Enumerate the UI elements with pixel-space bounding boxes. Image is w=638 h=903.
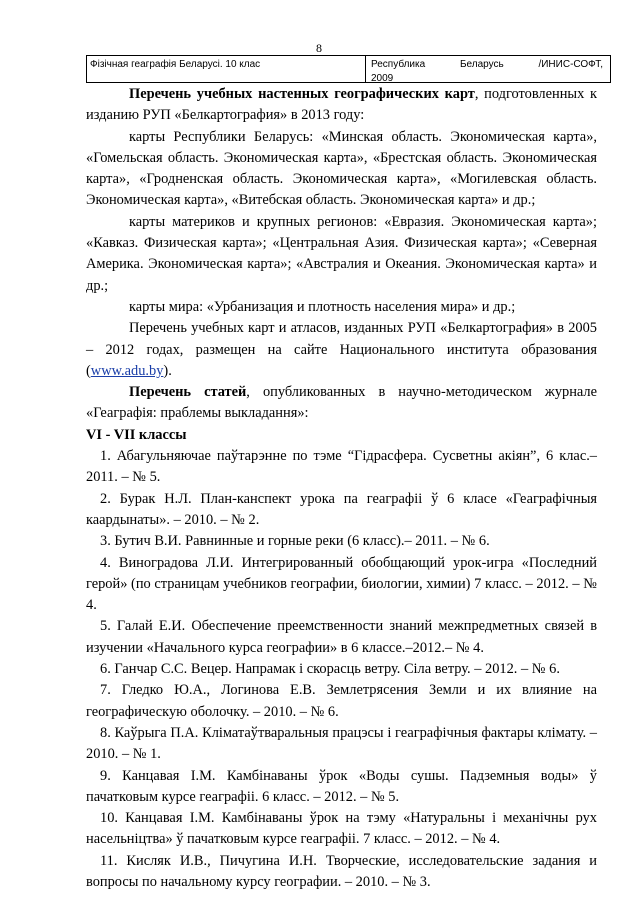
article-item: 10. Канцавая І.М. Камбінаваны ўрок на тэму «Натуральны і механічны рух насельніцтва» ў пачатковым курсе геаграфіі. 7 класс. – 2012. – № 4. [86,810,597,848]
header-course-title: Фізічная геаграфія Беларусі. 10 клас [90,59,261,70]
header-publisher-word: Беларусь [459,59,504,70]
article-item: 2. Бурак Н.Л. План-канспект урока па геаграфіі ў 6 класе «Геаграфічныя каардынаты». – 2010. – № 2. [86,490,597,528]
header-publisher-word: /ИНИС-СОФТ, [538,59,603,70]
maps-continents: карты материков и крупных регионов: «Евразия. Экономическая карта»; «Кавказ. Физическая карта»; «Центральная Азия. Физическая карта»; «Северная Америка. Экономическая карта»; «Австралия и Океания. Экономическая карта» и др.; [86,213,597,294]
article-item: 3. Бутич В.И. Равнинные и горные реки (6 класс).– 2011. – № 6. [100,533,490,550]
articles-heading-a: Перечень [129,384,192,401]
maps-belarus: карты Республики Беларусь: «Минская область. Экономическая карта», «Гомельская область. Экономическая карта», «Брестская область. Экономическая карта», «Гродненская область. Экономическая карта», «Могилевская область. Экономическая карта», «Витебская область. Экономическая карта» и др.; [86,128,597,209]
articles-heading-rest: , опубликованных в научно-методическом журнале «Геаграфія: праблемы выкладання»: [86,384,597,422]
maps-list-text-end: ). [163,362,172,379]
maps-world: карты мира: «Урбанизация и плотность населения мира» и др.; [129,298,516,315]
header-publisher [371,58,603,86]
maps-heading: Перечень учебных настенных географических карт [129,86,475,102]
adu-link[interactable]: www.adu.by [90,362,164,379]
maps-heading-rest: , подготовленных к изданию РУП «Белкартография» в 2013 году: [86,86,597,124]
running-header [86,55,611,83]
page-number: 8 [316,41,322,55]
article-item: 1. Абагульняючае паўтарэнне по тэме “Гідрасфера. Сусветны акіян”, 6 клас.– 2011. – № 5. [86,448,597,486]
header-year: 2009 [371,73,394,84]
header-divider [365,56,366,82]
article-item: 6. Ганчар С.С. Вецер. Напрамак і скорасць ветру. Сіла ветру. – 2012. – № 6. [100,661,560,678]
article-item: 9. Канцавая І.М. Камбінаваны ўрок «Воды сушы. Падземныя воды» ў пачатковым курсе геаграфіі. 6 класс. – 2012. – № 5. [86,767,597,805]
article-item: 4. Виноградова Л.И. Интегрированный обобщающий урок-игра «Последний герой» (по страницам учебников географии, биологии, химии) 7 класс. – 2012. – № 4. [86,554,597,614]
article-item: 5. Галай Е.И. Обеспечение преемственности знаний межпредметных связей в изучении «Начального курса географии» в 6 классе.–2012.– № 4. [86,618,597,656]
article-item: 8. Каўрыга П.А. Кліматаўтваральныя працэсы і геаграфічныя фактары клімату. – 2010. – № 1. [86,724,597,763]
header-publisher-word: Республика [371,59,426,70]
article-item: 11. Кисляк И.В., Пичугина И.Н. Творческие, исследовательские задания и вопросы по начальному курсу географии. – 2010. – № 3. [86,852,597,890]
section-heading: VI - VII классы [86,426,187,443]
articles-intro [86,382,597,425]
article-item: 7. Гледко Ю.А., Логинова Е.В. Землетрясения Земли и их влияние на географическую оболочку. – 2010. – № 6. [86,682,597,720]
page-content [86,84,597,893]
maps-intro [86,84,597,127]
articles-heading-b: статей [204,384,247,401]
maps-list-text: Перечень учебных карт и атласов, изданных РУП «Белкартография» в 2005 – 2012 годах, размещен на сайте Национального института образования ( [86,320,597,379]
maps-list-note [86,318,597,382]
